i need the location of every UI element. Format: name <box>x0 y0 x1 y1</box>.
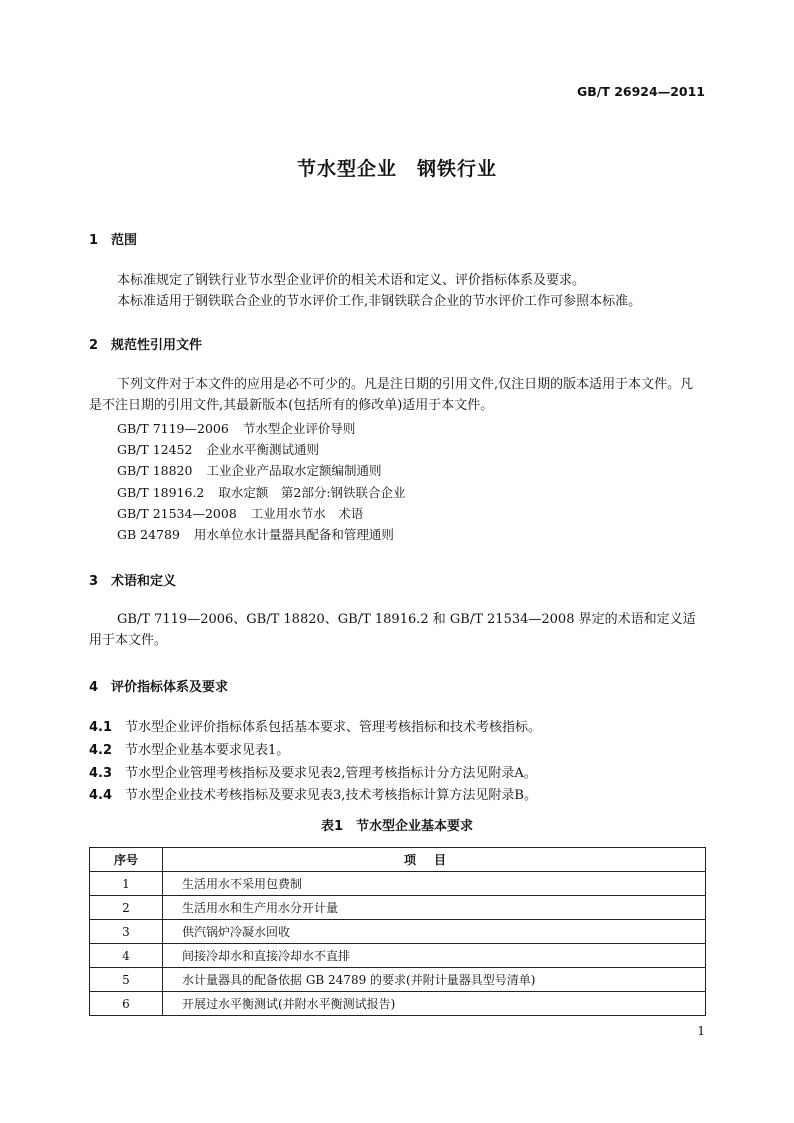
reference-code: GB/T 18916.2 <box>117 485 205 500</box>
reference-title: 工业用水节水 术语 <box>250 506 364 521</box>
clause-text: 节水型企业管理考核指标及要求见表2,管理考核指标计分方法见附录A。 <box>125 766 537 781</box>
section-number: 1 <box>89 233 99 248</box>
table-row <box>90 944 706 968</box>
reference-code: GB 24789 <box>117 527 180 542</box>
standard-number: GB/T 26924—2011 <box>576 84 705 99</box>
row-item: 生活用水和生产用水分开计量 <box>163 896 706 920</box>
section-heading-scope <box>89 229 137 248</box>
clause-number: 4.4 <box>89 788 113 803</box>
column-header-item: 项目 <box>163 848 706 872</box>
row-item: 间接冷却水和直接冷却水不直排 <box>163 944 706 968</box>
basic-requirements-table <box>89 847 706 1016</box>
row-item: 水计量器具的配备依据 GB 24789 的要求(并附计量器具型号清单) <box>163 968 706 992</box>
table-row <box>90 920 706 944</box>
reference-title: 企业水平衡测试通则 <box>206 442 319 457</box>
section-heading-evaluation <box>89 676 228 695</box>
terms-paragraph: GB/T 7119—2006、GB/T 18820、GB/T 18916.2 和 GB/T 21534—2008 界定的术语和定义适用于本文件。 <box>89 612 696 648</box>
document-title: 节水型企业 钢铁行业 <box>296 158 497 180</box>
table-row <box>90 968 706 992</box>
clause-text: 节水型企业基本要求见表1。 <box>125 743 290 758</box>
table-row <box>90 896 706 920</box>
references-intro: 下列文件对于本文件的应用是必不可少的。凡是注日期的引用文件,仅注日期的版本适用于本文件。凡是不注日期的引用文件,其最新版本(包括所有的修改单)适用于本文件。 <box>89 377 694 413</box>
clause-4-4 <box>89 784 537 803</box>
row-number: 5 <box>90 968 163 992</box>
reference-item <box>117 483 406 501</box>
row-item: 生活用水不采用包费制 <box>163 872 706 896</box>
section-heading-terms <box>89 570 176 589</box>
column-header-number: 序号 <box>90 848 163 872</box>
table-row <box>90 872 706 896</box>
reference-title: 用水单位水计量器具配备和管理通则 <box>193 527 394 542</box>
reference-item <box>117 440 319 458</box>
reference-code: GB/T 21534—2008 <box>117 506 237 521</box>
clause-number: 4.2 <box>89 743 113 758</box>
section-title: 规范性引用文件 <box>111 338 203 353</box>
row-number: 1 <box>90 872 163 896</box>
row-number: 2 <box>90 896 163 920</box>
reference-code: GB/T 12452 <box>117 442 193 457</box>
section-title: 评价指标体系及要求 <box>111 680 229 695</box>
clause-4-2 <box>89 739 289 758</box>
reference-code: GB/T 18820 <box>117 463 193 478</box>
row-number: 4 <box>90 944 163 968</box>
table-header-row <box>90 848 706 872</box>
reference-title: 取水定额 第2部分:钢铁联合企业 <box>218 485 406 500</box>
row-item: 开展过水平衡测试(并附水平衡测试报告) <box>163 992 706 1016</box>
clause-number: 4.3 <box>89 766 113 781</box>
reference-title: 工业企业产品取水定额编制通则 <box>206 463 382 478</box>
row-item: 供汽锅炉冷凝水回收 <box>163 920 706 944</box>
clause-text: 节水型企业技术考核指标及要求见表3,技术考核指标计算方法见附录B。 <box>125 788 537 803</box>
reference-item <box>117 525 394 543</box>
clause-4-3 <box>89 762 537 781</box>
reference-item <box>117 461 381 479</box>
clause-4-1 <box>89 716 541 735</box>
section-number: 3 <box>89 574 99 589</box>
reference-code: GB/T 7119—2006 <box>117 421 229 436</box>
section-number: 4 <box>89 680 99 695</box>
row-number: 3 <box>90 920 163 944</box>
table-row <box>90 992 706 1016</box>
section-title: 术语和定义 <box>111 574 177 589</box>
row-number: 6 <box>90 992 163 1016</box>
reference-item <box>117 504 363 522</box>
clause-text: 节水型企业评价指标体系包括基本要求、管理考核指标和技术考核指标。 <box>125 720 542 735</box>
section-title: 范围 <box>111 233 138 248</box>
section-number: 2 <box>89 338 99 353</box>
reference-item <box>117 419 355 437</box>
scope-paragraph-2: 本标准适用于钢铁联合企业的节水评价工作,非钢铁联合企业的节水评价工作可参照本标准。 <box>117 294 642 309</box>
section-heading-normative-references <box>89 334 202 353</box>
scope-paragraph-1: 本标准规定了钢铁行业节水型企业评价的相关术语和定义、评价指标体系及要求。 <box>117 273 586 288</box>
page-number: 1 <box>697 1024 705 1038</box>
reference-title: 节水型企业评价导则 <box>242 421 356 436</box>
table-caption: 表1 节水型企业基本要求 <box>320 819 474 834</box>
clause-number: 4.1 <box>89 720 113 735</box>
